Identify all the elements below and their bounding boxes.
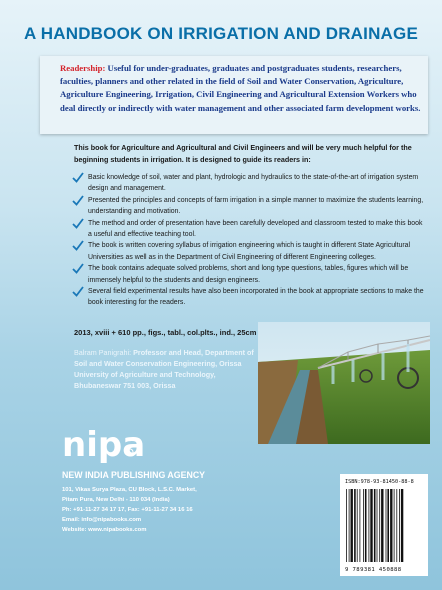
list-item-text: Basic knowledge of soil, water and plant, hydrologic and hydraulics to the state-of-the-art of irrigation system design and management. [88,174,419,193]
barcode-bars [345,489,423,562]
email-line: Email: info@nipabooks.com [62,516,142,523]
checkmark-icon [72,240,84,251]
list-item [72,218,427,241]
readership-text: Useful for under-graduates, graduates and postgraduates students, researchers, faculties, planners and other related in the field of Soil and Water Conservation, Agriculture, Agriculture Engineering, Irrigation, Civil Engineering and Agricultural Extension Workers who deal directly or indirectly with water management and other associated farm development works. [60,63,421,113]
website-line: Website: www.nipabooks.com [62,526,147,533]
author-name: Balram Panigrahi: [74,348,132,357]
phone-line: Ph: +91-11-27 34 17 17, Fax: +91-11-27 34 16 16 [62,506,193,513]
list-item-text: The book contains adequate solved problems, short and long type questions, tables, figures which will be immensely helpful to the students and design engineers. [88,265,409,284]
list-item-text: The book is written covering syllabus of irrigation engineering which is taught in different State Agricultural Universities as well as in the Department of Civil Engineering of different Engineering colleges. [88,242,410,261]
barcode-number: 9 789381 450888 [345,567,402,573]
list-item [72,263,427,286]
list-item [72,286,427,309]
readership-box [40,56,428,134]
list-item [72,195,427,218]
address-line: 101, Vikas Surya Plaza, CU Block, L.S.C. Market, [62,487,197,493]
author-info [74,347,259,391]
checkmark-icon [72,195,84,206]
list-item [72,240,427,263]
readership-label: Readership: [60,63,106,73]
book-details: 2013, xviii + 610 pp., figs., tabl., col.plts., ind., 25cm [74,328,257,337]
logo-text: nipa [62,425,146,465]
author-description: Professor and Head, Department of Soil and Water Conservation Engineering, Orissa University of Agriculture and Technology, Bhubaneswar 751 003, Orissa [74,348,254,390]
feature-list [72,172,427,309]
publisher-name: NEW INDIA PUBLISHING AGENCY [62,470,206,480]
isbn-barcode [340,474,428,576]
address-line: Pitam Pura, New Delhi - 110 034 (India) [62,496,170,503]
list-item-text: Presented the principles and concepts of farm irrigation in a simple manner to maximize the students learning, understanding and motivation. [88,196,424,216]
irrigation-photo [258,322,430,444]
checkmark-icon [72,218,84,229]
checkmark-icon [72,286,84,297]
checkmark-icon [72,263,84,274]
checkmark-icon [72,172,84,183]
list-item-text: The method and order of presentation have been carefully developed and classroom tested to make this book a useful and effective teaching tool. [88,219,423,239]
intro-text: This book for Agriculture and Agricultural and Civil Engineers and will be very much helpful for the beginning students in irrigation. It is designed to guide its readers in: [74,143,412,164]
book-title: A HANDBOOK ON IRRIGATION AND DRAINAGE [24,24,418,43]
list-item [72,172,427,195]
nipa-logo [62,422,146,466]
list-item-text: Several field experimental results have also been incorporated in the book at appropriate sections to make the book interesting for the readers. [88,288,424,307]
isbn-text: ISBN:978-93-81450-88-8 [345,479,414,485]
publisher-address [62,486,282,536]
